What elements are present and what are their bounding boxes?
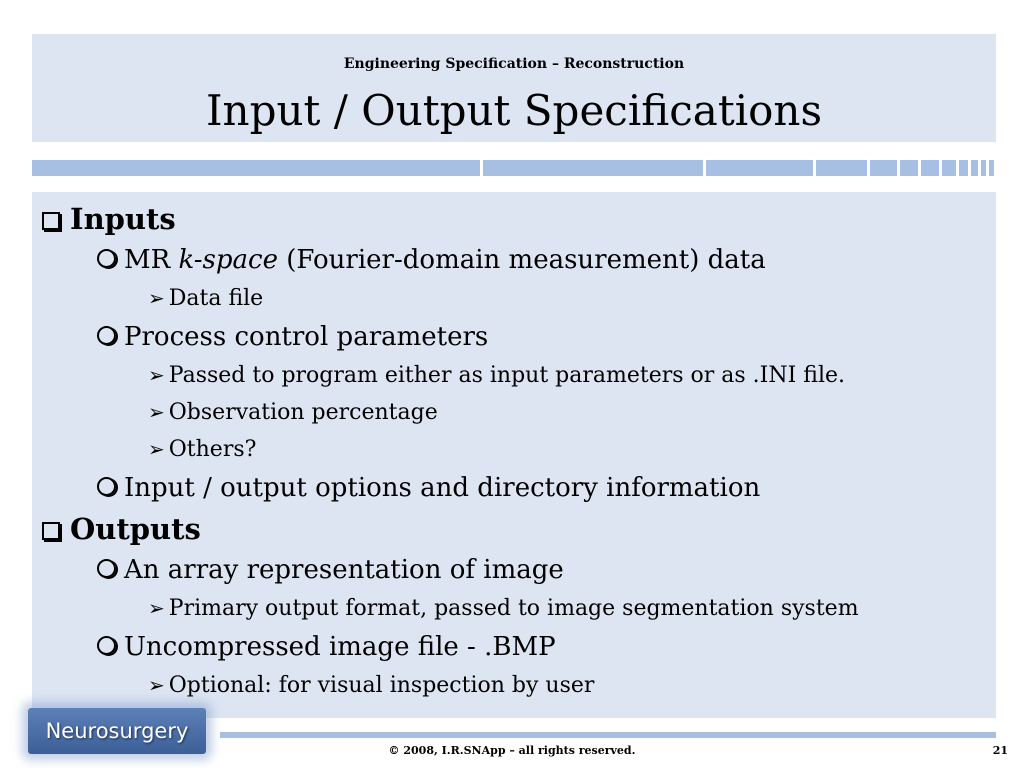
stripe-segment xyxy=(816,160,867,176)
circle-bullet-icon xyxy=(97,326,116,345)
content-panel xyxy=(32,192,996,718)
observation-pct-text: Observation percentage xyxy=(168,400,438,425)
arrow-bullet-icon: ➢ xyxy=(148,596,165,620)
stripe-segment xyxy=(921,160,939,176)
optional-visual-text: Optional: for visual inspection by user xyxy=(168,673,595,698)
circle-bullet-icon xyxy=(97,477,116,496)
stripe-segment xyxy=(989,160,994,176)
primary-output-text: Primary output format, passed to image segmentation system xyxy=(168,596,859,621)
kspace-term: k-space xyxy=(178,245,278,275)
list-item-observation-pct xyxy=(40,394,988,431)
mr-suffix: (Fourier-domain measurement) data xyxy=(278,245,766,275)
stripe-segment xyxy=(900,160,918,176)
stripe-segment xyxy=(483,160,703,176)
footer-divider xyxy=(220,732,996,738)
inputs-heading: Inputs xyxy=(70,202,176,236)
checkbox-bullet-icon xyxy=(42,522,60,540)
list-item-data-file xyxy=(40,280,988,317)
arrow-bullet-icon: ➢ xyxy=(148,363,165,387)
data-file-text: Data file xyxy=(168,286,264,311)
list-item-optional-visual xyxy=(40,667,988,704)
stripe-segment xyxy=(942,160,956,176)
slide-subtitle: Engineering Specification – Reconstruction xyxy=(343,56,685,72)
list-item-mr-kspace xyxy=(40,240,988,280)
stripe-segment xyxy=(870,160,897,176)
array-repr-text: An array representation of image xyxy=(124,555,564,585)
stripe-segment xyxy=(32,160,480,176)
list-item-inputs xyxy=(40,198,988,240)
list-item-io-options xyxy=(40,468,988,508)
list-item-process-control xyxy=(40,317,988,357)
passed-program-text: Passed to program either as input parameters or as .INI file. xyxy=(168,363,846,388)
io-options-text: Input / output options and directory information xyxy=(124,473,761,503)
arrow-bullet-icon: ➢ xyxy=(148,286,165,310)
circle-bullet-icon xyxy=(97,249,116,268)
process-control-text: Process control parameters xyxy=(124,322,489,352)
list-item-primary-output xyxy=(40,590,988,627)
uncompressed-text: Uncompressed image file - .BMP xyxy=(124,632,556,662)
outputs-heading: Outputs xyxy=(70,512,201,546)
stripe-segment xyxy=(959,160,968,176)
slide-header xyxy=(32,34,996,142)
page-number: 21 xyxy=(992,744,1008,757)
stripe-segment xyxy=(706,160,813,176)
slide-title: Input / Output Specifications xyxy=(205,86,823,135)
list-item-uncompressed xyxy=(40,627,988,667)
others-text: Others? xyxy=(168,437,257,462)
arrow-bullet-icon: ➢ xyxy=(148,437,165,461)
bullet-list xyxy=(40,198,988,704)
stripe-segment xyxy=(971,160,978,176)
mr-prefix: MR xyxy=(124,245,179,275)
neurosurgery-logo: Neurosurgery xyxy=(28,708,206,754)
list-item-others xyxy=(40,431,988,468)
copyright-text: © 2008, I.R.SNApp – all rights reserved. xyxy=(388,744,636,757)
list-item-array-repr xyxy=(40,550,988,590)
stripe-segment xyxy=(981,160,986,176)
checkbox-bullet-icon xyxy=(42,212,60,230)
list-item-passed-program xyxy=(40,357,988,394)
arrow-bullet-icon: ➢ xyxy=(148,400,165,424)
circle-bullet-icon xyxy=(97,636,116,655)
circle-bullet-icon xyxy=(97,559,116,578)
arrow-bullet-icon: ➢ xyxy=(148,673,165,697)
list-item-outputs xyxy=(40,508,988,550)
